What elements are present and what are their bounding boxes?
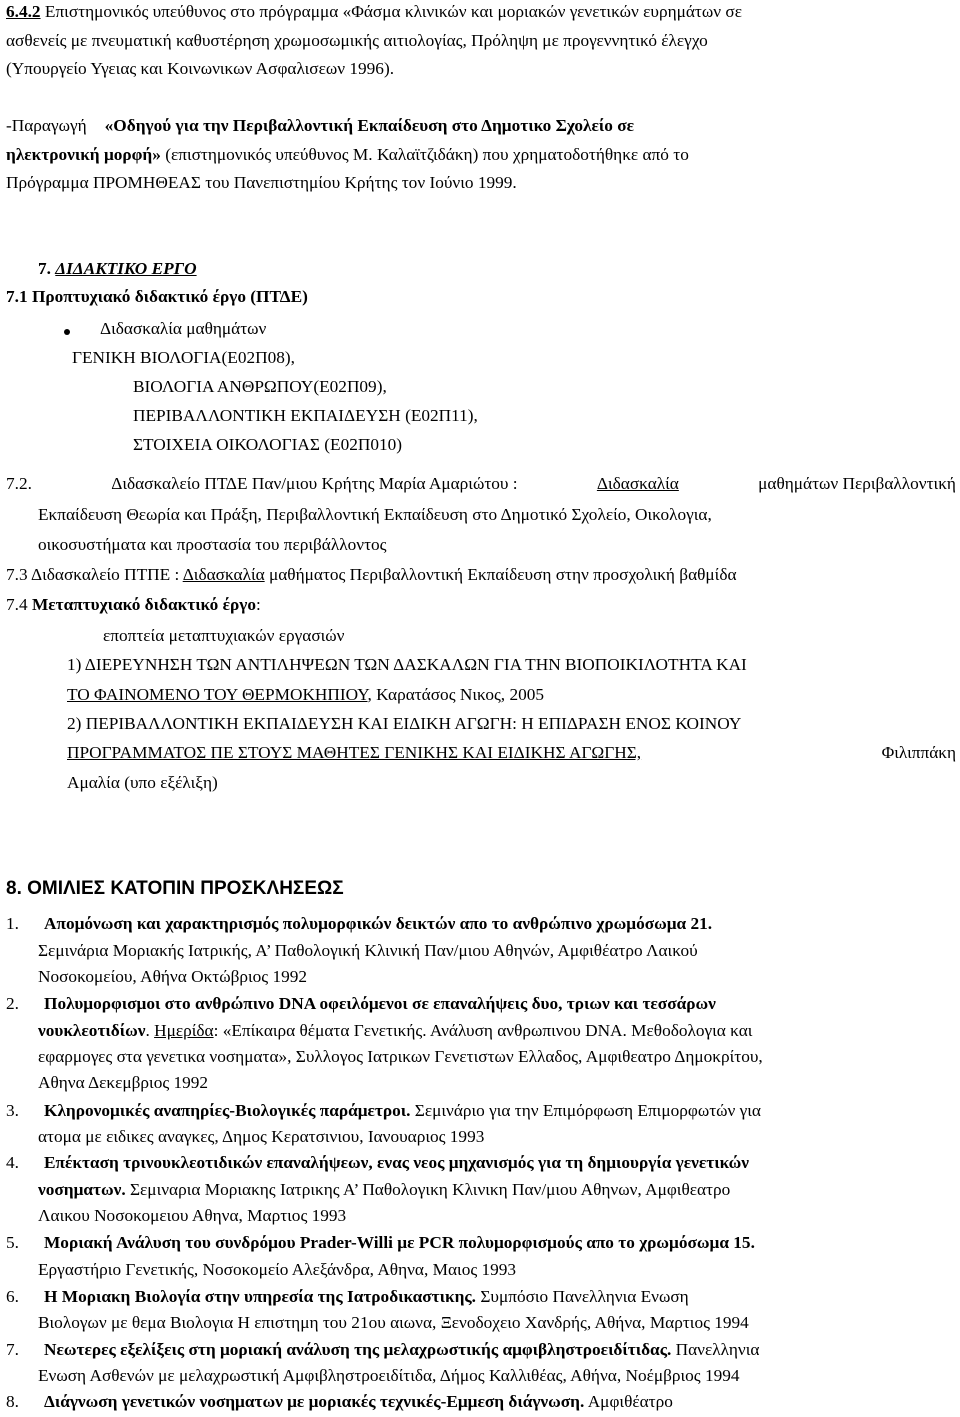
talk-5-number: 5.	[6, 1233, 19, 1252]
talk-7-number: 7.	[6, 1340, 19, 1359]
talk-4-venue: Σεμιναρια Μοριακης Ιατρικης Α’ Παθολογικη Κλινικη Παν/μιου Αθηνων, Αμφιθεατρο	[129, 1180, 731, 1199]
talk-6-number: 6.	[6, 1287, 19, 1306]
thesis2-line2	[67, 743, 956, 764]
thesis1-line2	[67, 685, 960, 706]
talk-6-line2: Βιολογων με θεμα Βιολογια Η επιστημη του 21ου αιωνα, Ξενοδοχειο Χανδρής, Αθήνα, Μαρτιος 1994	[38, 1313, 749, 1332]
sec74-number: 7.4	[6, 595, 28, 614]
sec642-line3	[6, 59, 956, 80]
talk-2-line2: νουκλεοτιδίων. Ημερίδα: «Επίκαιρα θέματα Γενετικής. Ανάλυση ανθρωπινου DNA. Μεθοδολογια και	[38, 1021, 753, 1040]
talk-2-number: 2.	[6, 994, 19, 1013]
talk-3-number: 3.	[6, 1101, 19, 1120]
sec73-line	[6, 565, 956, 586]
talk-8-title: Διάγνωση γενετικών νοσηματων με μοριακές τεχνικές-Εμμεση διάγνωση.	[44, 1392, 585, 1411]
sec642-line2	[6, 31, 956, 52]
talk-5	[6, 1233, 956, 1254]
talk-8-venue: Αμφιθέατρο	[587, 1392, 673, 1411]
talk-2-line4: Αθηνα Δεκεμβριος 1992	[38, 1073, 209, 1092]
talk-4	[6, 1153, 956, 1174]
talk-2-line3: εφαρμογες στα γενετικα νοσηματα», Συλλογος Ιατρικων Γενετιστων Ελλαδος, Αμφιθεατρο Δημοκρίτου,	[38, 1047, 763, 1066]
production-funding: (επιστημονικός υπεύθυνος Μ. Καλαϊτζιδάκη) που χρηματοδοτήθηκε από το	[165, 145, 689, 164]
sec7-title: ΔΙΔΑΚΤΙΚΟ ΕΡΓΟ	[55, 259, 197, 278]
talk-2-event-label: Ημερίδα	[154, 1021, 214, 1040]
talk-4-title-end: νοσηματων.	[38, 1180, 126, 1199]
talk-5-line2: Εργαστήριο Γενετικής, Νοσοκομείο Αλεξάνδρα, Αθηνα, Μαιος 1993	[38, 1260, 517, 1279]
supervision-label: εποπτεία μεταπτυχιακών εργασιών	[103, 626, 345, 645]
sec7-number: 7.	[38, 259, 51, 278]
sec72-text-line2: Εκπαίδευση Θεωρία και Πράξη, Περιβαλλοντική Εκπαίδευση στο Δημοτικό Σχολείο, Οικολογια,	[38, 505, 712, 524]
sec73-school: Διδασκαλείο ΠΤΠΕ :	[30, 565, 180, 584]
thesis2-line3: Αμαλία (υπο εξέλιξη)	[67, 773, 218, 792]
thesis1-author: , Καρατάσος Νικος, 2005	[367, 685, 545, 704]
course-general-biology: ΓΕΝΙΚΗ ΒΙΟΛΟΓΙΑ(Ε02Π08),	[72, 348, 295, 367]
sec73-teaching: Διδασκαλία	[182, 565, 265, 584]
sec74-heading	[6, 595, 956, 616]
teaching-label: Διδασκαλία μαθημάτων	[100, 319, 267, 338]
talk-8-line1	[44, 1392, 673, 1413]
thesis1-title-line1: 1) ΔΙΕΡΕΥΝΗΣΗ ΤΩΝ ΑΝΤΙΛΗΨΕΩΝ ΤΩΝ ΔΑΣΚΑΛΩΝ ΓΙΑ ΤΗΝ ΒΙΟΠΟΙΚΙΛΟΤΗΤΑ ΚΑΙ	[67, 655, 747, 674]
talk-2-event: : «Επίκαιρα θέματα Γενετικής. Ανάλυση ανθρωπινου DNA. Μεθοδολογια και	[213, 1021, 753, 1040]
sec642-text-line2: ασθενείς με πνευματική καθυστέρηση χρωμοσωμικής αιτιολογίας, Πρόληψη με προγεννητικό έλεγχο	[6, 31, 708, 50]
talk-3	[6, 1101, 956, 1122]
thesis1-line1	[67, 655, 956, 676]
production-line1	[6, 116, 956, 137]
talk-8	[6, 1392, 956, 1413]
sec642-text-line3: (Υπουργείο Υγειας και Κοινωνικων Ασφαλισεων 1996).	[6, 59, 395, 78]
talk-6-line1	[44, 1287, 689, 1308]
sec7-heading	[38, 259, 960, 280]
sec642-text-line1: Επιστημονικός υπεύθυνος στο πρόγραμμα «Φάσμα κλινικών και μοριακών γενετικών ευρημάτων σε	[44, 2, 742, 21]
production-line2	[6, 145, 956, 166]
talk-1-title-text: Απομόνωση και χαρακτηρισμός πολυμορφικών δεικτών απο το ανθρώπινο χρωμόσωμα 21.	[44, 914, 713, 933]
sec72-school: Διδασκαλείο ΠΤΔΕ Παν/μιου Κρήτης Μαρία Αμαριώτου :	[111, 474, 518, 493]
talk-1-number: 1.	[6, 914, 19, 933]
talk-4-line2	[38, 1180, 960, 1201]
talk-7-line2: Ενωση Ασθενών με μελαχρωστική Αμφιβληστροειδίτιδα, Δήμος Καλλιθέας, Αθήνα, Νοέμβριος 1994	[38, 1366, 740, 1385]
talk-3-line2: ατομα με ειδικες αναγκες, Δημος Κερατσινιου, Ιανουαριος 1993	[38, 1127, 485, 1146]
talk-1	[6, 914, 956, 935]
talk-6-venue: Συμπόσιο Πανελληνια Ενωση	[480, 1287, 689, 1306]
talk-2-title-end: νουκλεοτιδίων	[38, 1021, 146, 1040]
production-guide-form: ηλεκτρονική μορφή»	[6, 145, 161, 164]
thesis2-line1	[67, 714, 956, 735]
production-line3	[6, 173, 956, 194]
talk-7-venue: Πανελληνια	[675, 1340, 760, 1359]
talk-6	[6, 1287, 956, 1308]
talk-7-line1	[44, 1340, 759, 1361]
talk-1-line2	[38, 941, 956, 962]
talk-7-title: Νεωτερες εξελίξεις στη μοριακή ανάλυση της μελαχρωστικής αμφιβληστροειδίτιδας.	[44, 1340, 672, 1359]
talk-4-line3: Λαικου Νοσοκομειου Αθηνα, Μαρτιος 1993	[38, 1206, 347, 1225]
sec72-line2	[38, 505, 956, 526]
talk-2	[6, 994, 956, 1015]
talk-5-title: Μοριακή Ανάλυση του συνδρόμου Prader-Willi με PCR πολυμορφισμούς απο το χρωμόσωμα 15.	[44, 1233, 755, 1252]
talk-3-venue: Σεμινάριο για την Επιμόρφωση Επιμορφωτών για	[414, 1101, 761, 1120]
thesis1-title-line2: ΤΟ ΦΑΙΝΟΜΕΝΟ ΤΟΥ ΘΕΡΜΟΚΗΠΙΟΥ	[67, 685, 368, 704]
sec71-heading	[6, 287, 956, 308]
talk-6-title: Η Μοριακη Βιολογία στην υπηρεσία της Ιατροδικαστικης.	[44, 1287, 477, 1306]
sec73-number: 7.3	[6, 565, 28, 584]
talk-2-title: Πολυμορφισμοι στο ανθρώπινο DNA οφειλόμενοι σε επαναλήψεις δυο, τριων και τεσσάρων	[44, 994, 716, 1013]
talk-1-title	[44, 914, 952, 935]
sec8-heading: 8. ΟΜΙΛΙΕΣ ΚΑΤΟΠΙΝ ΠΡΟΣΚΛΗΣΕΩΣ	[6, 878, 344, 899]
thesis2-title-line2: ΠΡΟΓΡΑΜΜΑΤΟΣ ΠΕ ΣΤΟΥΣ ΜΑΘΗΤΕΣ ΓΕΝΙΚΗΣ ΚΑΙ ΕΙΔΙΚΗΣ ΑΓΩΓΗΣ,	[67, 743, 642, 762]
bullet-icon	[64, 329, 70, 335]
sec74-title: Μεταπτυχιακό διδακτικό έργο	[31, 595, 256, 614]
talk-3-title: Κληρονομικές αναπηρίες-Βιολογικές παράμετροι.	[44, 1101, 411, 1120]
production-prefix: -Παραγωγή	[6, 116, 87, 135]
sec72-courses: μαθημάτων Περιβαλλοντική	[758, 474, 956, 493]
course-ecology: ΣΤΟΙΧΕΙΑ ΟΙΚΟΛΟΓΙΑΣ (Ε02Π010)	[133, 435, 403, 454]
talk-3-line1	[44, 1101, 761, 1122]
production-guide-title: «Οδηγού για την Περιβαλλοντική Εκπαίδευση στο Δημοτικο Σχολείο σε	[104, 116, 635, 135]
thesis2-author: Φιλιππάκη	[881, 743, 956, 762]
sec642-line1	[6, 2, 956, 23]
sec72-number: 7.2.	[6, 474, 32, 493]
sec71-title: Προπτυχιακό διδακτικό έργο (ΠΤΔΕ)	[31, 287, 308, 306]
sec72-line1	[6, 474, 956, 495]
talk-7	[6, 1340, 956, 1361]
course-human-biology: ΒΙΟΛΟΓΙΑ ΑΝΘΡΩΠΟΥ(Ε02Π09),	[133, 377, 387, 396]
sec73-course: μαθήματος Περιβαλλοντική Εκπαίδευση στην προσχολική βαθμίδα	[268, 565, 737, 584]
talk-1-venue: Σεμινάρια Μοριακής Ιατρικής, Α’ Παθολογική Κλινική Παν/μιου Αθηνών, Αμφιθέατρο Λαικού	[38, 941, 698, 960]
talk-1-line3: Νοσοκομείου, Αθήνα Οκτώβριος 1992	[38, 967, 308, 986]
production-program: Πρόγραμμα ΠΡΟΜΗΘΕΑΣ του Πανεπιστημίου Κρήτης τον Ιούνιο 1999.	[6, 173, 517, 192]
sec74-colon: :	[255, 595, 261, 614]
talk-4-number: 4.	[6, 1153, 19, 1172]
talk-8-number: 8.	[6, 1392, 19, 1411]
sec71-number: 7.1	[6, 287, 28, 306]
sec72-teaching: Διδασκαλία	[596, 474, 679, 493]
talk-4-title: Επέκταση τρινουκλεοτιδικών επαναλήψεων, ενας νεος μηχανισμός για τη δημιουργία γενετικών	[44, 1153, 750, 1172]
thesis2-title-line1: 2) ΠΕΡΙΒΑΛΛΟΝΤΙΚΗ ΕΚΠΑΙΔΕΥΣΗ ΚΑΙ ΕΙΔΙΚΗ ΑΓΩΓΗ: Η ΕΠΙΔΡΑΣΗ ΕΝΟΣ ΚΟΙΝΟΥ	[67, 714, 742, 733]
sec72-line3: οικοσυστήματα και προστασία του περιβάλλοντος	[38, 535, 387, 554]
sec642-number: 6.4.2	[6, 2, 41, 21]
course-environmental-education: ΠΕΡΙΒΑΛΛΟΝΤΙΚΗ ΕΚΠΑΙΔΕΥΣΗ (Ε02Π11),	[133, 406, 478, 425]
